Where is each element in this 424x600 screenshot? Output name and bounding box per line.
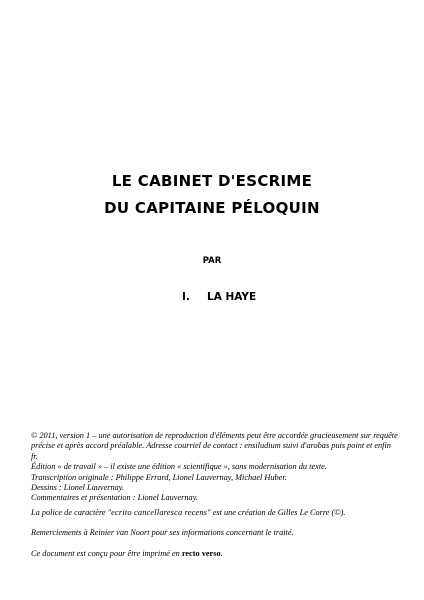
title-line-2: DU CAPITAINE PÉLOQUIN bbox=[104, 199, 320, 217]
print-note-suffix: . bbox=[220, 548, 223, 558]
font-credit bbox=[31, 508, 399, 518]
print-note bbox=[31, 549, 399, 559]
print-note-emphasis: recto verso bbox=[181, 548, 221, 558]
author-surname: LA HAYE bbox=[207, 291, 257, 303]
title-line-1: LE CABINET D'ESCRIME bbox=[111, 172, 313, 190]
font-credit-suffix: " est une création de Gilles Le Corre (©). bbox=[207, 507, 346, 517]
font-credit-prefix: La police de caractère " bbox=[31, 507, 112, 517]
byline-par: PAR bbox=[202, 256, 222, 266]
edition-note: Édition « de travail » – il existe une édition « scientifique », sans modernisation du texte. bbox=[31, 462, 327, 472]
font-name: ecrito cancellaresca recens bbox=[111, 507, 208, 517]
copyright-note: © 2011, version 1 – une autorisation de reproduction d'éléments peut être accordée gracieusement sur requête précise et après accord préalable. Adresse courriel de contact : ensiludium suivi d'arobas puis point et enfin fr. bbox=[31, 431, 398, 461]
author-initial: I. bbox=[182, 291, 190, 303]
transcription-credit: Transcription originale : Philippe Errard, Lionel Lauvernay, Michael Huber. bbox=[31, 472, 287, 482]
drawings-credit: Dessins : Lionel Lauvernay. bbox=[31, 483, 125, 493]
commentary-credit: Commentaires et présentation : Lionel Lauvernay. bbox=[31, 493, 198, 503]
print-note-prefix: Ce document est conçu pour être imprimé en bbox=[31, 548, 182, 558]
colophon-notes bbox=[31, 431, 399, 559]
thanks-note: Remerciements à Reinier van Noort pour ses informations concernant le traité. bbox=[31, 528, 294, 538]
